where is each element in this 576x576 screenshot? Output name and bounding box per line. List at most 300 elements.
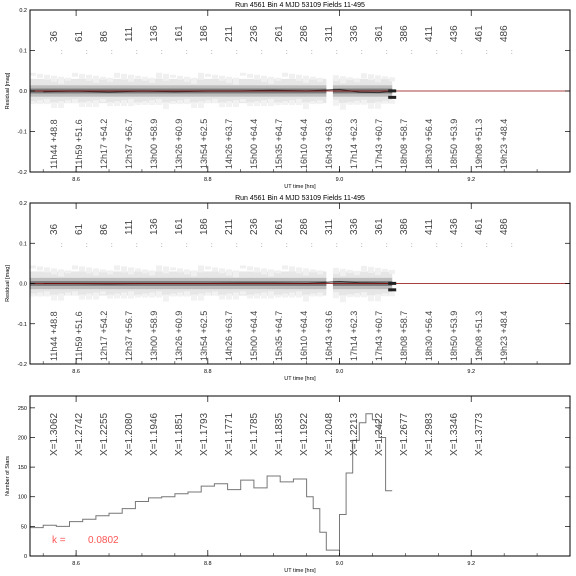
residual-density-cell [333,100,339,106]
residual-density-cell [375,75,381,82]
residual-density-cell [247,295,253,299]
x-axis-label: UT time [hrs] [284,568,316,574]
airmass-label: X=1.2255 [99,412,110,456]
residual-density-cell [107,270,113,274]
residual-density-cell [37,266,43,270]
residual-density-cell [347,102,353,105]
residual-density-cell [354,293,360,297]
residual-density-cell [282,73,288,77]
field-number-label: 486 [499,218,510,235]
residual-density-cell [177,268,183,272]
panel-3 [5,396,570,574]
field-coordinate-label: 18h50 +53.9 [449,310,459,361]
residual-density-cell [128,267,134,274]
residual-density-cell [198,73,204,80]
residual-density-cell [184,99,190,104]
field-coordinate-label: 18h50 +53.9 [449,118,459,169]
residual-density-cell [65,78,71,81]
residual-density-cell [219,268,225,273]
field-number-label: 436 [449,218,460,235]
y-tick-label: -0.1 [17,321,27,328]
field-coordinate-label: 12h37 +56.7 [124,310,134,361]
residual-density-cell [65,100,71,103]
residual-density-cell [72,73,78,77]
airmass-label: X=1.2742 [74,412,85,456]
field-coordinate-label: 19h23 +48.4 [499,310,509,361]
residual-density-cell [389,270,395,274]
field-number-label: 136 [149,25,160,42]
y-axis-label: Number of Stars [5,455,11,497]
field-number-label: 111 [124,219,135,235]
y-tick-label: -0.1 [17,129,27,136]
residual-density-cell [333,75,339,81]
residual-density-cell [128,292,134,299]
field-label-tick: : [86,243,88,249]
field-number-label: 211 [224,26,235,42]
panel-2 [5,195,570,382]
residual-density-cell [240,265,246,268]
residual-density-cell [142,101,148,105]
field-label-tick: : [386,243,388,249]
residual-density-cell [107,78,113,82]
residual-density-cell [93,76,99,83]
airmass-label: X=1.3346 [449,412,460,456]
segment-end-marker [388,96,396,99]
residual-density-cell [30,73,36,76]
residual-density-cell [389,77,395,81]
residual-density-cell [44,292,50,297]
residual-density-cell [191,102,197,108]
field-coordinate-label: 18h08 +58.7 [399,118,409,169]
residual-density-cell [219,76,225,81]
residual-density-cell [156,99,162,105]
residual-density-cell [205,293,211,296]
residual-density-cell [72,292,78,296]
field-label-tick: : [361,50,363,56]
residual-density-cell [361,266,367,271]
field-coordinate-label: 11h44 +48.8 [49,119,59,169]
y-axis-label: Residual [mag] [5,265,11,302]
residual-density-cell [361,73,367,78]
residual-density-cell [142,269,148,273]
residual-density-cell [275,78,281,81]
x-tick-label: 8.6 [72,369,80,375]
field-label-tick: : [261,243,263,249]
residual-density-cell [177,293,183,297]
residual-density-cell [354,271,360,275]
y-tick-label: 250 [17,405,27,412]
field-coordinate-label: 16h43 +63.6 [324,118,334,169]
residual-density-cell [128,75,134,82]
x-tick-label: 8.8 [203,177,212,183]
residual-density-cell [121,74,127,80]
residual-density-cell [233,270,239,277]
segment-end-marker [388,288,396,291]
residual-density-cell [114,101,120,106]
residual-density-cell [310,294,316,297]
field-coordinate-label: 15h35 +64.7 [274,118,284,169]
x-tick-label: 8.6 [72,561,80,567]
field-label-tick: : [236,243,238,249]
residual-density-cell [121,266,127,272]
residual-density-cell [170,267,176,270]
x-tick-label: 8.8 [203,369,212,375]
field-label-tick: : [311,50,313,56]
field-number-label: 261 [274,25,285,42]
residual-density-cell [58,101,64,108]
field-label-tick: : [86,50,88,56]
residual-density-cell [170,294,176,297]
residual-density-cell [219,102,225,107]
field-label-tick: : [361,243,363,249]
field-number-label: 186 [199,25,210,42]
residual-density-cell [86,294,92,300]
residual-density-cell [135,76,141,79]
field-label-tick: : [286,50,288,56]
airmass-label: X=1.3062 [49,412,60,456]
y-tick-label: 0 [23,554,27,560]
field-coordinate-label: 13h00 +58.9 [149,118,159,169]
residual-density-cell [247,102,253,106]
residual-density-cell [114,73,120,78]
field-label-tick: : [61,50,63,56]
field-coordinate-label: 15h00 +64.4 [249,310,259,361]
airmass-label: X=1.1793 [199,412,210,456]
residual-density-cell [368,267,374,273]
x-tick-label: 9.2 [467,177,476,183]
residual-density-cell [254,101,260,106]
residual-density-cell [149,100,155,105]
residual-density-cell [37,293,43,297]
residual-density-cell [340,76,346,83]
residual-density-cell [65,293,71,296]
residual-density-cell [254,267,260,272]
residual-density-cell [268,99,274,106]
residual-density-cell [375,102,381,109]
residual-density-cell [261,293,267,299]
residual-density-cell [184,269,190,274]
residual-density-cell [296,99,302,105]
y-tick-label: 0.0 [19,89,27,95]
residual-density-cell [37,100,43,104]
field-coordinate-label: 13h54 +62.5 [199,310,209,361]
residual-density-cell [289,100,295,105]
residual-density-cell [100,77,106,80]
residual-density-cell [303,102,309,109]
field-label-tick: : [436,243,438,249]
field-coordinate-label: 11h59 +51.6 [74,311,84,361]
residual-density-cell [310,269,316,272]
field-coordinate-label: 13h26 +60.9 [174,310,184,361]
y-tick-label: 150 [17,465,27,472]
residual-density-cell [51,295,57,301]
residual-density-cell [205,74,211,77]
field-coordinate-label: 17h43 +60.7 [374,310,384,361]
x-tick-label: 8.6 [72,177,80,183]
field-number-label: 286 [299,218,310,235]
residual-density-cell [44,99,50,104]
residual-density-cell [282,294,288,298]
residual-density-cell [86,75,92,81]
residual-density-cell [382,293,388,296]
field-number-label: 236 [249,218,260,235]
segment-end-marker [388,89,396,92]
residual-density-cell [51,76,57,82]
residual-density-cell [149,270,155,275]
field-label-tick: : [411,243,413,249]
panel-title: Run 4561 Bin 4 MJD 53109 Fields 11-495 [235,2,365,9]
field-coordinate-label: 17h14 +62.3 [349,118,359,169]
field-label-tick: : [411,50,413,56]
residual-density-cell [375,268,381,275]
x-tick-label: 9.0 [335,177,344,183]
residual-density-cell [79,102,85,107]
field-coordinate-label: 11h44 +48.8 [49,311,59,361]
y-tick-label: -0.2 [17,170,27,176]
field-number-label: 311 [324,219,335,235]
field-coordinate-label: 15h00 +64.4 [249,118,259,169]
field-number-label: 36 [49,30,60,42]
field-label-tick: : [436,50,438,56]
residual-density-cell [142,77,148,81]
residual-density-cell [368,295,374,301]
field-number-label: 461 [474,25,485,42]
residual-density-cell [58,294,64,301]
residual-density-cell [310,101,316,104]
field-label-tick: : [161,50,163,56]
residual-density-cell [142,294,148,298]
residual-density-cell [156,292,162,298]
field-label-tick: : [211,50,213,56]
field-coordinate-label: 13h54 +62.5 [199,118,209,169]
airmass-label: X=1.2422 [374,412,385,456]
field-label-tick: : [511,50,513,56]
field-number-label: 186 [199,218,210,235]
residual-density-cell [289,293,295,298]
residual-density-cell [361,100,367,105]
residual-density-cell [191,270,197,276]
field-label-tick: : [61,243,63,249]
residual-density-cell [205,266,211,269]
residual-density-cell [30,294,36,297]
residual-density-cell [382,269,388,272]
residual-density-cell [275,270,281,273]
residual-density-cell [198,265,204,272]
residual-density-cell [114,294,120,299]
residual-density-cell [135,268,141,271]
field-number-label: 311 [324,26,335,42]
field-number-label: 386 [399,218,410,235]
residual-density-cell [275,295,281,298]
residual-density-cell [170,75,176,78]
residual-density-cell [240,99,246,102]
residual-density-cell [340,269,346,276]
residual-density-cell [303,76,309,83]
field-coordinate-label: 17h14 +62.3 [349,310,359,361]
residual-density-cell [100,269,106,272]
residual-density-cell [317,100,323,104]
field-number-label: 436 [449,25,460,42]
field-label-tick: : [511,243,513,249]
y-tick-label: -0.2 [17,362,27,368]
residual-density-cell [100,99,106,102]
residual-density-cell [65,270,71,273]
residual-density-cell [37,74,43,78]
residual-density-cell [254,294,260,299]
field-number-label: 161 [174,25,185,42]
residual-density-cell [58,269,64,276]
field-label-tick: : [111,243,113,249]
field-number-label: 261 [274,218,285,235]
residual-density-cell [261,268,267,274]
field-number-label: 336 [349,218,360,235]
residual-density-cell [382,101,388,104]
airmass-label: X=1.2983 [424,412,435,456]
residual-density-cell [389,292,395,296]
residual-density-cell [310,77,316,80]
field-number-label: 211 [224,219,235,235]
field-coordinate-label: 17h43 +60.7 [374,118,384,169]
field-coordinate-label: 19h08 +51.3 [474,118,484,169]
field-coordinate-label: 13h00 +58.9 [149,310,159,361]
residual-density-cell [368,74,374,80]
residual-density-cell [30,265,36,268]
field-label-tick: : [161,243,163,249]
airmass-label: X=1.2213 [349,412,360,456]
field-coordinate-label: 18h30 +56.4 [424,118,434,169]
residual-density-cell [191,295,197,301]
residual-density-cell [51,268,57,274]
airmass-label: X=1.2048 [324,412,335,456]
residual-density-cell [333,268,339,274]
x-tick-label: 9.2 [467,561,476,567]
residual-density-cell [340,295,346,302]
residual-density-cell [240,73,246,76]
field-coordinate-label: 11h59 +51.6 [74,119,84,169]
residual-density-cell [317,293,323,297]
residual-density-cell [44,75,50,80]
residual-density-cell [170,101,176,104]
field-label-tick: : [261,50,263,56]
residual-density-cell [79,266,85,271]
y-tick-label: 200 [17,435,27,442]
field-number-label: 336 [349,25,360,42]
residual-density-cell [107,295,113,299]
residual-density-cell [135,102,141,105]
residual-density-cell [233,100,239,107]
field-label-tick: : [461,50,463,56]
field-coordinate-label: 16h10 +64.4 [299,310,309,361]
residual-density-cell [268,269,274,276]
residual-density-cell [177,76,183,80]
x-axis-label: UT time [hrs] [284,376,316,382]
residual-density-cell [107,102,113,106]
field-number-label: 361 [374,25,385,42]
residual-density-cell [254,75,260,80]
field-number-label: 86 [99,30,110,42]
residual-density-cell [317,78,323,82]
field-coordinate-label: 19h23 +48.4 [499,118,509,169]
residual-density-cell [296,75,302,81]
residual-density-cell [198,294,204,301]
residual-density-cell [163,102,169,109]
x-tick-label: 9.0 [335,369,344,375]
y-tick-label: 50 [20,524,27,531]
residual-density-cell [347,77,353,80]
residual-density-cell [382,76,388,79]
residual-density-cell [149,78,155,83]
residual-density-cell [247,74,253,78]
field-label-tick: : [236,50,238,56]
x-tick-label: 8.8 [203,561,212,567]
airmass-label: X=1.1922 [299,412,310,456]
residual-density-cell [317,270,323,274]
residual-density-cell [226,294,232,300]
field-number-label: 411 [424,219,435,235]
residual-density-cell [303,268,309,275]
residual-density-cell [156,265,162,271]
field-label-tick: : [136,50,138,56]
y-tick-label: 0.2 [19,201,27,207]
residual-density-cell [156,73,162,79]
residual-density-cell [296,292,302,298]
residual-density-cell [191,78,197,84]
residual-density-cell [296,267,302,273]
residual-density-cell [289,74,295,79]
k-value: 0.0802 [88,535,119,546]
residual-density-cell [30,101,36,104]
residual-density-cell [226,101,232,107]
residual-density-cell [163,266,169,273]
field-label-tick: : [486,50,488,56]
residual-density-cell [93,268,99,275]
field-label-tick: : [186,50,188,56]
residual-density-cell [114,265,120,270]
residual-density-cell [340,103,346,110]
residual-density-cell [79,295,85,300]
x-axis-label: UT time [hrs] [284,184,316,190]
field-coordinate-label: 12h17 +54.2 [99,310,109,361]
residual-density-cell [247,266,253,270]
field-coordinate-label: 18h30 +56.4 [424,310,434,361]
field-coordinate-label: 16h43 +63.6 [324,310,334,361]
airmass-label: X=1.2677 [399,412,410,456]
field-number-label: 386 [399,25,410,42]
residual-density-cell [212,75,218,79]
residual-density-cell [347,294,353,297]
residual-density-cell [268,292,274,299]
residual-density-cell [282,101,288,105]
field-coordinate-label: 19h08 +51.3 [474,310,484,361]
residual-density-cell [205,100,211,103]
field-label-tick: : [461,243,463,249]
residual-density-cell [368,103,374,109]
field-label-tick: : [336,243,338,249]
residual-density-cell [375,294,381,301]
residual-density-cell [268,77,274,84]
field-number-label: 36 [49,223,60,235]
airmass-label: X=1.1771 [224,412,235,456]
y-tick-label: 0.0 [19,281,27,288]
residual-density-cell [347,270,353,273]
residual-density-cell [163,295,169,302]
y-tick-label: 0.1 [19,48,27,55]
residual-density-cell [233,293,239,300]
residual-density-cell [233,78,239,85]
residual-density-cell [184,77,190,82]
residual-density-cell [226,77,232,83]
residual-density-cell [93,100,99,107]
